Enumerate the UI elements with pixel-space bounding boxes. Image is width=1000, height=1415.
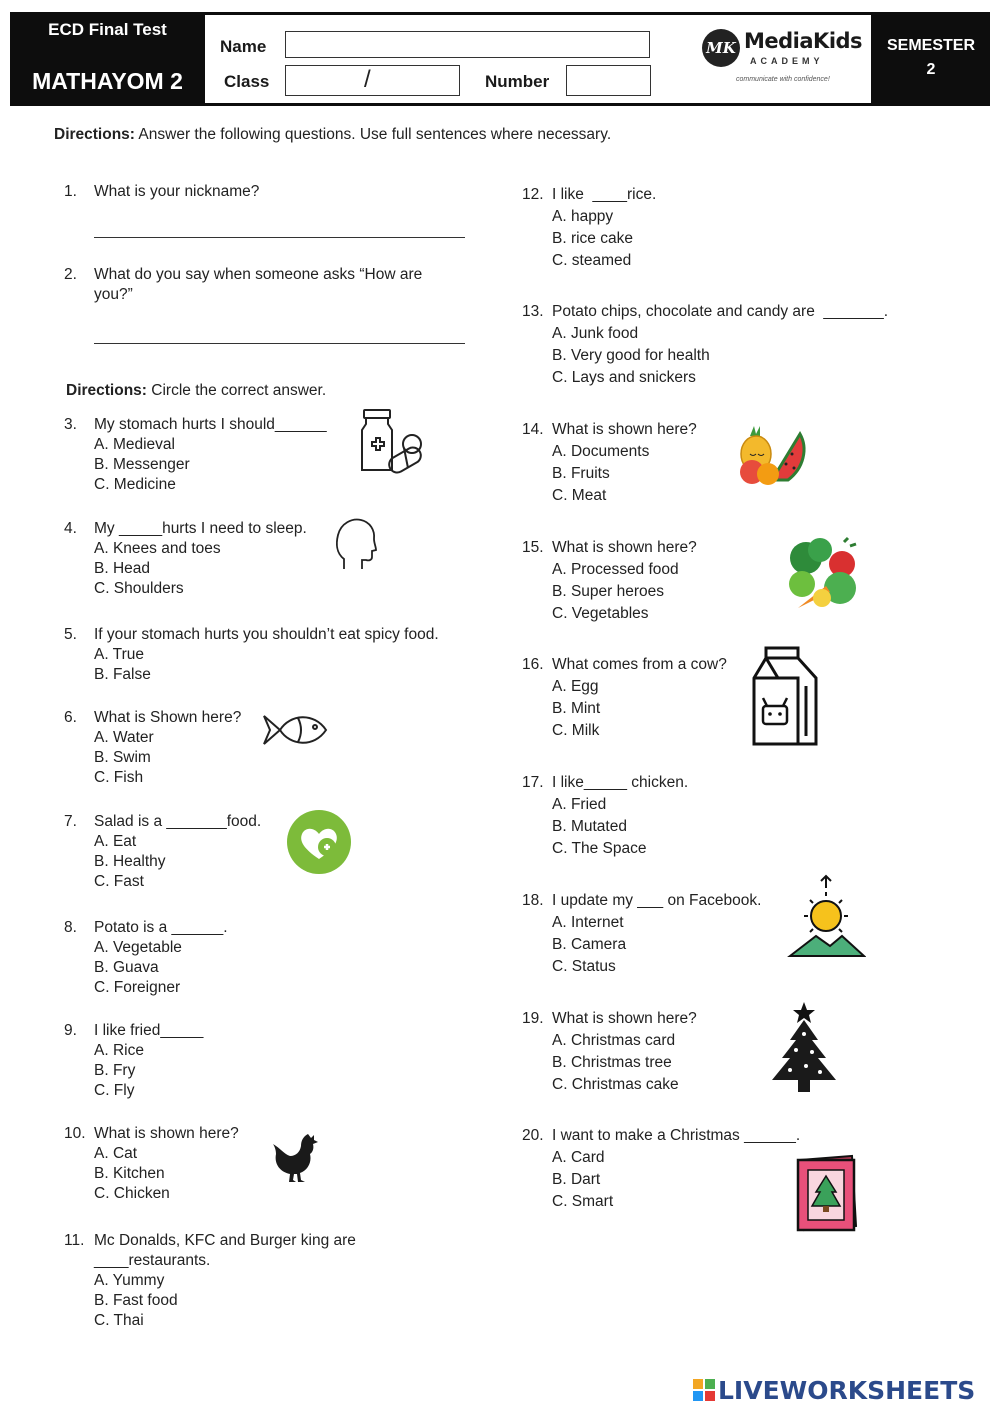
directions-text: Answer the following questions. Use full sentences where necessary. <box>134 126 612 143</box>
option-c[interactable]: C. Thai <box>94 1312 144 1329</box>
question-text: What do you say when someone asks “How are you?” <box>94 266 423 303</box>
number-label: Number <box>485 72 550 91</box>
question-1 <box>64 182 484 252</box>
option-a[interactable]: A. Yummy <box>94 1272 165 1289</box>
question-number: 20. <box>522 1127 544 1144</box>
question-number: 14. <box>522 421 544 438</box>
option-a[interactable]: A. Medieval <box>94 436 175 453</box>
question-number: 19. <box>522 1010 544 1027</box>
question-18 <box>522 891 962 979</box>
question-text: What is Shown here? <box>94 709 242 726</box>
option-b[interactable]: B. Guava <box>94 959 159 976</box>
answer-line-1[interactable] <box>94 237 465 238</box>
grade-label: MATHAYOM 2 <box>32 68 183 94</box>
question-text: I update my ___ on Facebook. <box>552 892 762 909</box>
question-number: 7. <box>64 813 77 830</box>
question-text: What is your nickname? <box>94 183 260 200</box>
option-b[interactable]: B. Fry <box>94 1062 136 1079</box>
question-7 <box>64 812 484 892</box>
christmas-tree-icon <box>766 1000 842 1096</box>
option-b[interactable]: B. Swim <box>94 749 151 766</box>
option-b[interactable]: B. Fruits <box>552 465 610 482</box>
option-a[interactable]: A. Documents <box>552 443 650 460</box>
option-a[interactable]: A. Junk food <box>552 325 639 342</box>
option-c[interactable]: C. Lays and snickers <box>552 369 696 386</box>
christmas-card-icon <box>794 1154 862 1232</box>
question-number: 3. <box>64 416 77 433</box>
option-a[interactable]: A. Processed food <box>552 561 679 578</box>
question-number: 11. <box>64 1232 85 1249</box>
name-label: Name <box>220 37 267 56</box>
chicken-icon <box>272 1132 320 1186</box>
liveworksheets-text: LIVEWORKSHEETS <box>718 1376 976 1405</box>
option-c[interactable]: C. Vegetables <box>552 605 649 622</box>
semester-panel <box>872 12 990 106</box>
question-number: 8. <box>64 919 77 936</box>
question-text: My stomach hurts I should______ <box>94 416 327 433</box>
option-b[interactable]: B. Fast food <box>94 1292 178 1309</box>
header-bar <box>10 12 990 106</box>
vegetables-icon <box>782 536 864 616</box>
option-b[interactable]: B. Very good for health <box>552 347 710 364</box>
option-b[interactable]: B. Mint <box>552 700 601 717</box>
question-number: 12. <box>522 186 544 203</box>
question-9 <box>64 1021 484 1101</box>
question-text: What is shown here? <box>552 1010 697 1027</box>
question-text: If your stomach hurts you shouldn’t eat spicy food. <box>94 626 439 643</box>
question-number: 4. <box>64 520 77 537</box>
option-c[interactable]: C. Foreigner <box>94 979 181 996</box>
fruits-icon <box>736 424 808 492</box>
question-number: 6. <box>64 709 77 726</box>
question-number: 13. <box>522 303 544 320</box>
question-number: 2. <box>64 266 77 283</box>
option-b[interactable]: B. Kitchen <box>94 1165 165 1182</box>
liveworksheets-logo-icon <box>692 1378 716 1402</box>
option-b[interactable]: B. Head <box>94 560 151 577</box>
liveworksheets-brand <box>692 1375 992 1405</box>
option-b[interactable]: B. False <box>94 666 151 683</box>
option-c[interactable]: C. Medicine <box>94 476 176 493</box>
logo-academy: ACADEMY <box>750 56 824 66</box>
option-a[interactable]: A. True <box>94 646 144 663</box>
question-text: Mc Donalds, KFC and Burger king are ____restaurants. <box>94 1232 356 1269</box>
option-a[interactable]: A. Egg <box>552 678 599 695</box>
option-c[interactable]: C. Milk <box>552 722 600 739</box>
question-number: 9. <box>64 1022 77 1039</box>
question-text: I like_____ chicken. <box>552 774 689 791</box>
question-number: 18. <box>522 892 544 909</box>
answer-line-2[interactable] <box>94 343 465 344</box>
option-c[interactable]: C. Status <box>552 958 616 975</box>
question-text: Potato chips, chocolate and candy are _______. <box>552 303 889 320</box>
question-number: 15. <box>522 539 544 556</box>
question-text: What is shown here? <box>552 539 697 556</box>
question-text: Salad is a _______food. <box>94 813 262 830</box>
option-a[interactable]: A. Rice <box>94 1042 144 1059</box>
option-a[interactable]: A. Eat <box>94 833 137 850</box>
option-b[interactable]: B. Super heroes <box>552 583 665 600</box>
logo-name: MediaKids <box>744 29 863 53</box>
question-number: 5. <box>64 626 77 643</box>
question-text: I like ____rice. <box>552 186 657 203</box>
question-number: 1. <box>64 183 77 200</box>
option-a[interactable]: A. Internet <box>552 914 624 931</box>
option-b[interactable]: B. Mutated <box>552 818 627 835</box>
question-number: 10. <box>64 1125 86 1142</box>
question-text: What is shown here? <box>94 1125 239 1142</box>
question-text: My _____hurts I need to sleep. <box>94 520 307 537</box>
option-b[interactable]: B. Christmas tree <box>552 1054 672 1071</box>
question-11 <box>64 1231 484 1331</box>
directions-label: Directions: <box>54 126 135 143</box>
option-a[interactable]: A. Christmas card <box>552 1032 676 1049</box>
semester-number: 2 <box>926 61 936 78</box>
fish-icon <box>260 710 330 750</box>
header-left-panel <box>10 12 205 106</box>
milk-carton-icon <box>750 646 820 746</box>
class-divider: / <box>364 66 371 93</box>
option-a[interactable]: A. Card <box>552 1149 605 1166</box>
option-b[interactable]: B. Dart <box>552 1171 601 1188</box>
class-field[interactable] <box>285 65 460 96</box>
option-a[interactable]: A. Fried <box>552 796 607 813</box>
question-2 <box>64 265 484 350</box>
question-20 <box>522 1126 962 1214</box>
semester-label: SEMESTER <box>886 37 975 54</box>
heart-plus-icon <box>286 809 352 875</box>
question-5 <box>64 625 494 685</box>
mediakids-logo <box>702 29 862 93</box>
medicine-icon <box>358 408 426 478</box>
question-text: What is shown here? <box>552 421 697 438</box>
question-number: 16. <box>522 656 544 673</box>
question-text: Potato is a ______. <box>94 919 228 936</box>
option-b[interactable]: B. Camera <box>552 936 627 953</box>
option-c[interactable]: C. Fast <box>94 873 144 890</box>
question-16 <box>522 655 962 743</box>
question-19 <box>522 1009 962 1097</box>
sunrise-icon <box>786 874 866 960</box>
option-a[interactable]: A. Vegetable <box>94 939 182 956</box>
question-8 <box>64 918 484 998</box>
option-b[interactable]: B. rice cake <box>552 230 633 247</box>
test-title: ECD Final Test <box>48 20 167 39</box>
option-a[interactable]: A. Water <box>94 729 154 746</box>
option-c[interactable]: C. steamed <box>552 252 632 269</box>
logo-mark: MK <box>702 29 740 67</box>
option-a[interactable]: A. Knees and toes <box>94 540 221 557</box>
header-form-panel <box>205 15 871 103</box>
class-label: Class <box>224 72 270 91</box>
option-c[interactable]: C. Smart <box>552 1193 614 1210</box>
question-4 <box>64 519 484 599</box>
logo-tagline: communicate with confidence! <box>736 76 830 83</box>
question-text: I like fried_____ <box>94 1022 204 1039</box>
head-icon <box>334 517 378 571</box>
question-17 <box>522 773 962 861</box>
question-number: 17. <box>522 774 544 791</box>
option-b[interactable]: B. Messenger <box>94 456 190 473</box>
option-c[interactable]: C. Meat <box>552 487 607 504</box>
option-a[interactable]: A. Cat <box>94 1145 138 1162</box>
question-15 <box>522 538 962 626</box>
question-text: What comes from a cow? <box>552 656 727 673</box>
number-field[interactable] <box>566 65 651 96</box>
option-b[interactable]: B. Healthy <box>94 853 166 870</box>
question-12 <box>522 185 962 273</box>
option-c[interactable]: C. Christmas cake <box>552 1076 679 1093</box>
directions-text: Circle the correct answer. <box>146 382 327 399</box>
question-text: I want to make a Christmas ______. <box>552 1127 801 1144</box>
directions-main <box>54 126 611 144</box>
option-c[interactable]: C. Shoulders <box>94 580 184 597</box>
question-13 <box>522 302 962 390</box>
directions-circle <box>66 382 326 400</box>
option-c[interactable]: C. Fly <box>94 1082 135 1099</box>
option-c[interactable]: C. Chicken <box>94 1185 170 1202</box>
name-field[interactable] <box>285 31 650 58</box>
directions-label: Directions: <box>66 382 147 399</box>
option-c[interactable]: C. Fish <box>94 769 144 786</box>
option-a[interactable]: A. happy <box>552 208 614 225</box>
option-c[interactable]: C. The Space <box>552 840 647 857</box>
